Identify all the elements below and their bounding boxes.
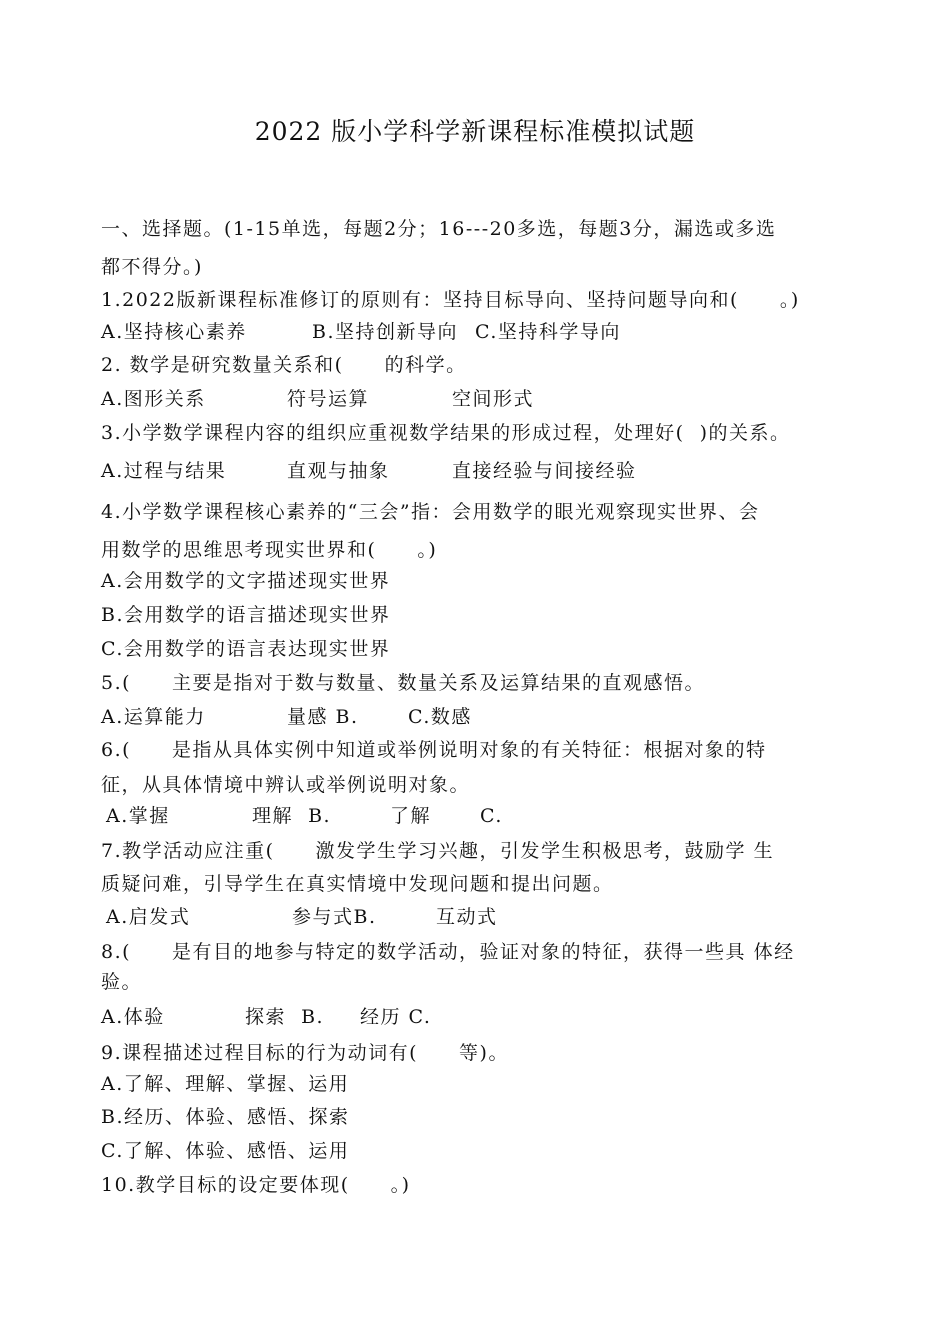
q6-option-b: 理解 B. (252, 805, 332, 827)
q5-option-c: C.数感 (408, 706, 472, 728)
q4-option-b: B.会用数学的语言描述现实世界 (101, 604, 391, 626)
q3-option-b: 直观与抽象 (287, 460, 390, 482)
question-8: 8.( 是有目的地参与特定的数学活动，验证对象的特征，获得一些具 体经 (101, 941, 795, 963)
q1-option-b: B.坚持创新导向 (312, 321, 459, 343)
q4-option-a: A.会用数学的文字描述现实世界 (101, 570, 391, 592)
q9-option-c: C.了解、体验、感悟、运用 (101, 1140, 350, 1162)
q6-option-c: 了解 (390, 805, 432, 827)
question-7: 7.教学活动应注重( 激发学生学习兴趣，引发学生积极思考，鼓励学 生 (101, 840, 775, 862)
q5-option-a: A.运算能力 (101, 706, 206, 728)
question-4: 4.小学数学课程核心素养的“三会”指：会用数学的眼光观察现实世界、会 (101, 501, 760, 523)
q4-option-c: C.会用数学的语言表达现实世界 (101, 638, 391, 660)
q1-option-a: A.坚持核心素养 (101, 321, 247, 343)
q8-option-c: 经历 C. (360, 1006, 432, 1028)
question-2: 2. 数学是研究数量关系和( 的科学。 (101, 354, 467, 376)
question-6-cont: 征，从具体情境中辨认或举例说明对象。 (101, 774, 471, 796)
q7-option-b: 参与式B. (292, 906, 377, 928)
question-5: 5.( 主要是指对于数与数量、数量关系及运算结果的直观感悟。 (101, 672, 706, 694)
q8-option-a: A.体验 (101, 1006, 165, 1028)
q5-option-b: 量感 B. (287, 706, 359, 728)
question-6: 6.( 是指从具体实例中知道或举例说明对象的有关特征：根据对象的特 (101, 739, 767, 761)
question-7-cont: 质疑问难，引导学生在真实情境中发现问题和提出问题。 (101, 873, 614, 895)
question-10: 10.教学目标的设定要体现( 。) (101, 1174, 411, 1196)
q9-option-a: A.了解、理解、掌握、运用 (101, 1073, 350, 1095)
question-1: 1.2022版新课程标准修订的原则有：坚持目标导向、坚持问题导向和( 。) (101, 289, 800, 311)
q2-option-c: 空间形式 (452, 388, 535, 410)
q3-option-c: 直接经验与间接经验 (452, 460, 637, 482)
question-8-cont: 验。 (101, 971, 143, 993)
q7-option-a: A.启发式 (106, 906, 191, 928)
section-heading: 一、选择题。(1-15单选，每题2分；16---20多选，每题3分，漏选或多选 (101, 218, 777, 240)
question-4-cont: 用数学的思维思考现实世界和( 。) (101, 539, 438, 561)
q3-option-a: A.过程与结果 (101, 460, 227, 482)
q1-option-c: C.坚持科学导向 (475, 321, 621, 343)
section-heading-cont: 都不得分。) (101, 256, 203, 278)
q6-option-c-letter: C. (480, 805, 503, 827)
document-title: 2022 版小学科学新课程标准模拟试题 (254, 117, 696, 146)
q8-option-b: 探索 B. (245, 1006, 325, 1028)
q9-option-b: B.经历、体验、感悟、探索 (101, 1106, 350, 1128)
q2-option-b: 符号运算 (287, 388, 370, 410)
q7-option-c: 互动式 (436, 906, 498, 928)
q2-option-a: A.图形关系 (101, 388, 206, 410)
q6-option-a: A.掌握 (106, 805, 170, 827)
question-3: 3.小学数学课程内容的组织应重视数学结果的形成过程，处理好( )的关系。 (101, 422, 791, 444)
question-9: 9.课程描述过程目标的行为动词有( 等)。 (101, 1042, 509, 1064)
